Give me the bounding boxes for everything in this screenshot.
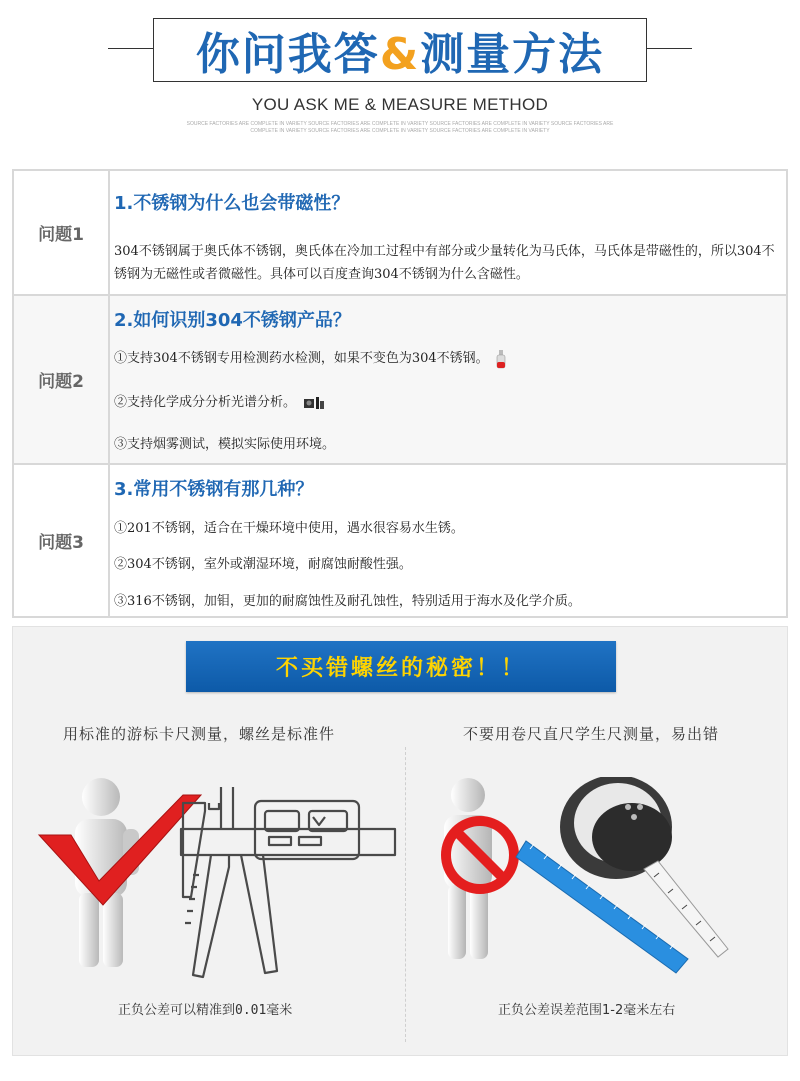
secret-banner [186,641,616,692]
reagent-bottle-icon [496,349,506,369]
column-divider [405,747,406,1042]
banner-text: 不买错螺丝的秘密！！ [275,656,526,681]
qa-answer: 304不锈钢属于奥氏体不锈钢，奥氏体在冷加工过程中有部分或少量转化为马氏体，马氏体是带磁性的，所以304不锈钢为无磁性或者微磁性。具体可以百度查询304不锈钢为什么含磁性。 [114,244,775,282]
page-title [196,18,604,82]
qa-answer-item: ①201不锈钢，适合在干燥环境中使用，遇水很容易水生锈。 [114,521,464,536]
page-header [0,0,800,150]
qa-row-3 [14,465,786,616]
fine-print: SOURCE FACTORIES ARE COMPLETE IN VARIETY SOURCE FACTORIES ARE COMPLETE IN VARIETY SOURCE FACTORIES ARE COMPLETE IN VARIETY SOURCE FACTORIES ARE COMPLETE IN VARIETY SOURCE FACTORIES ARE COMPLETE IN VARIETY SOURCE FACTORIES ARE COMPLETE IN VARIETY [186,121,614,134]
right-note: 正负公差误差范围1-2毫米左右 [498,1003,676,1018]
qa-row-2 [14,296,786,465]
vernier-caliper-icon [181,787,395,977]
qa-row-1 [14,171,786,296]
title-part2: 测量方法 [420,29,605,80]
left-note: 正负公差可以精准到0.01毫米 [118,1003,293,1018]
tape-measure-illustration [418,777,778,987]
qa-answer-item: ③316不锈钢，加钼，更加的耐腐蚀性及耐孔蚀性，特别适用于海水及化学介质。 [114,594,581,609]
qa-content [110,171,786,294]
qa-content [110,296,786,463]
left-caption: 用标准的游标卡尺测量，螺丝是标准件 [63,725,336,743]
measure-secret-panel [12,626,788,1056]
right-caption: 不要用卷尺直尺学生尺测量，易出错 [463,725,720,743]
qa-label: 问题1 [14,171,110,294]
answer-text: ②支持化学成分分析光谱分析。 [114,395,297,410]
title-part1: 你问我答 [195,29,380,80]
page-subtitle: YOU ASK ME & MEASURE METHOD [251,95,549,114]
title-ampersand: & [379,29,421,80]
qa-question: 1.不锈钢为什么也会带磁性？ [114,193,350,214]
title-box [153,18,647,82]
qa-label: 问题3 [14,465,110,616]
qa-answer-item [114,347,506,370]
qa-answer-item: ②304不锈钢，室外或潮湿环境，耐腐蚀耐酸性强。 [114,557,412,572]
qa-answer-item: ③支持烟雾测试，模拟实际使用环境。 [114,437,336,452]
caliper-illustration [33,777,398,987]
qa-question: 2.如何识别304不锈钢产品？ [114,310,351,331]
qa-answer-item [114,391,325,414]
spectrometer-icon [303,395,325,411]
qa-table [12,169,788,618]
qa-question: 3.常用不锈钢有那几种？ [114,479,314,500]
qa-label: 问题2 [14,296,110,463]
answer-text: ①支持304不锈钢专用检测药水检测，如果不变色为304不锈钢。 [114,351,489,366]
qa-content [110,465,786,616]
